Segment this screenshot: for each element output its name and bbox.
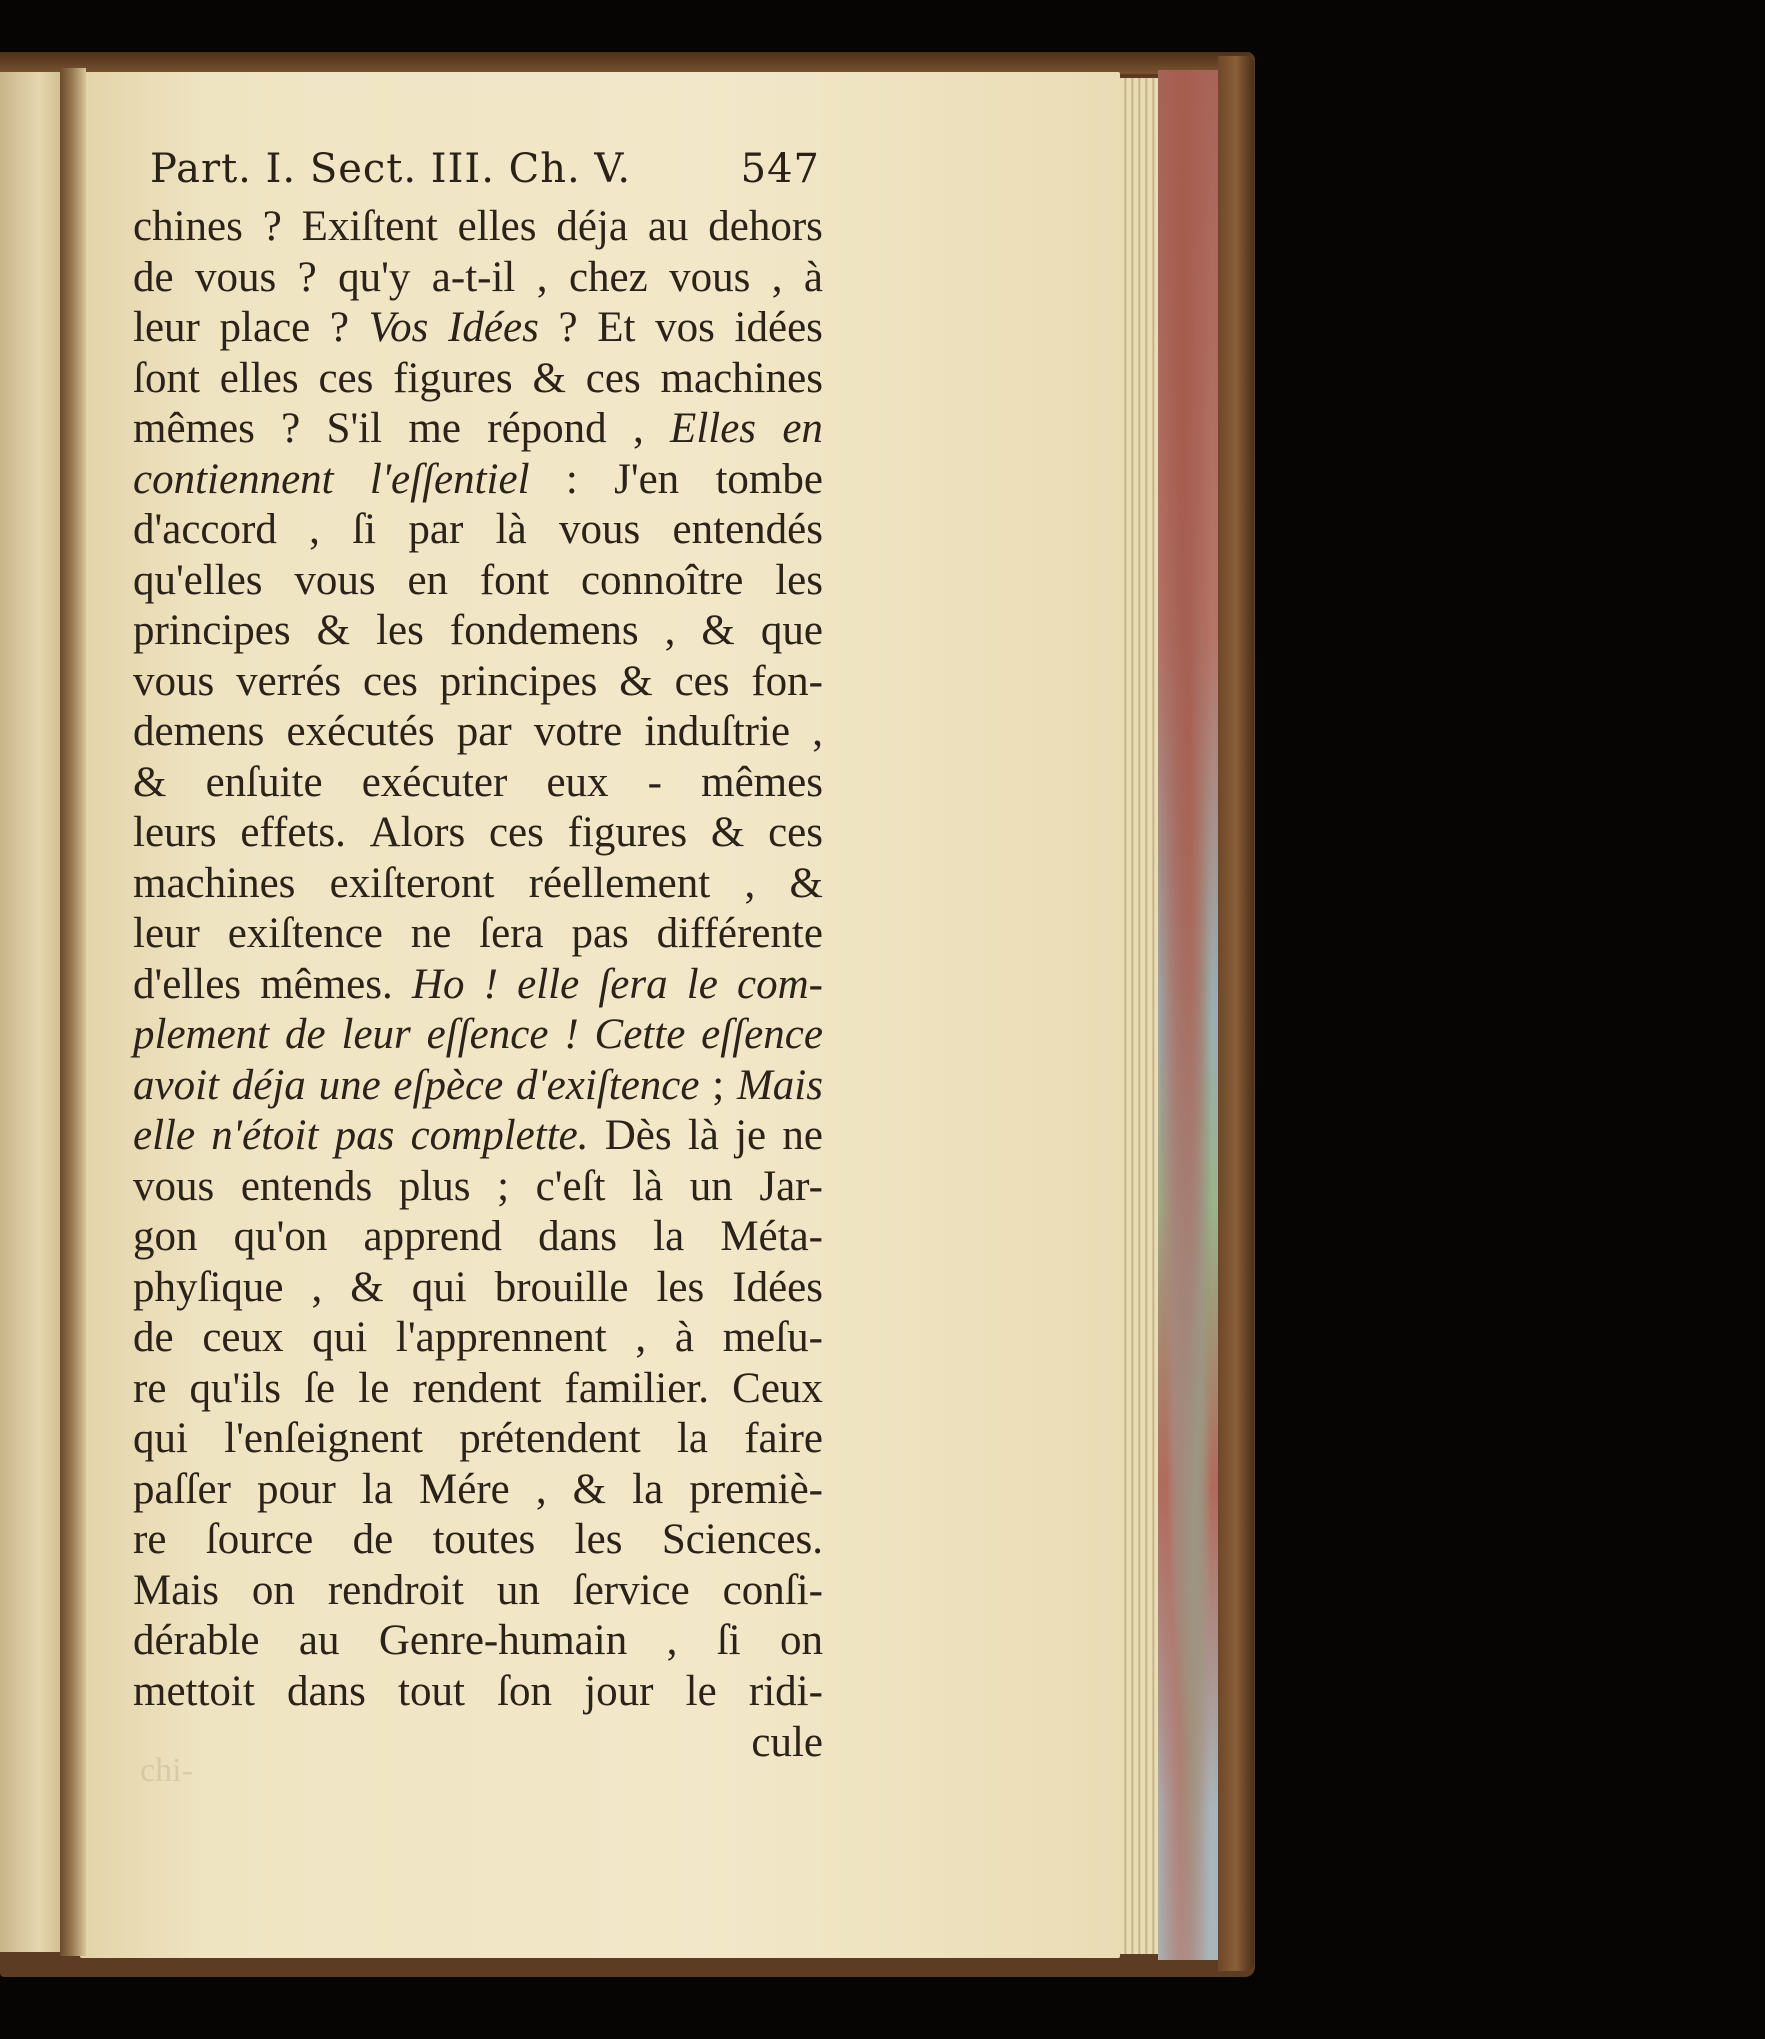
word: ſource [205, 1516, 314, 1563]
word: : [565, 455, 578, 503]
word: les [775, 556, 823, 604]
word: , [744, 859, 756, 907]
word: elle [133, 1112, 196, 1159]
word: ne [782, 1112, 823, 1159]
text-line [133, 354, 823, 405]
word: dans [287, 1667, 366, 1715]
word: rendroit [327, 1566, 464, 1614]
text-line [133, 1667, 823, 1718]
word: com- [737, 960, 823, 1008]
word: complette. [410, 1112, 589, 1159]
word: Jar- [759, 1162, 823, 1210]
word: gon [133, 1213, 198, 1260]
word: qui [411, 1263, 467, 1311]
word: le [686, 960, 718, 1008]
catchword: cule [751, 1719, 823, 1766]
word: qui [312, 1314, 368, 1361]
word: jour [584, 1667, 654, 1715]
word: re [133, 1516, 167, 1563]
word: rendent [412, 1364, 542, 1412]
word: toutes [432, 1516, 536, 1563]
word: c'eſt [535, 1162, 606, 1210]
word: & [350, 1263, 384, 1311]
word: que [760, 607, 823, 654]
word: ces [363, 657, 418, 705]
word: mêmes [701, 758, 823, 806]
word: ſe [304, 1364, 336, 1412]
word: & [789, 859, 823, 907]
word: votre [533, 708, 623, 755]
word: , [812, 708, 823, 755]
word: & [316, 607, 351, 654]
word: d'elles [133, 960, 242, 1008]
word: ne [410, 910, 452, 957]
word: n'étoit [211, 1112, 319, 1159]
word: eſſence [426, 1011, 549, 1058]
word: de [285, 1011, 326, 1058]
word: figures [567, 809, 688, 856]
cover-top-edge [0, 52, 1250, 74]
word: ſon [497, 1667, 553, 1715]
word: eux [546, 758, 609, 806]
word: mêmes. [260, 960, 393, 1008]
word: l'apprennent [395, 1314, 607, 1361]
text-line [133, 808, 823, 859]
word: vous [294, 556, 376, 604]
word: Alors [369, 809, 466, 856]
word: contiennent [133, 455, 334, 503]
word: machines [133, 859, 296, 907]
word: les [574, 1516, 623, 1563]
word: fon- [751, 657, 823, 705]
word: & [133, 758, 167, 806]
text-line [133, 1465, 823, 1516]
word: , [632, 405, 644, 452]
word: différente [656, 910, 823, 957]
word: fondemens [449, 607, 639, 654]
word: leur [341, 1011, 411, 1058]
text-line [133, 404, 823, 455]
word: exiſtence [227, 910, 383, 957]
word: chez [568, 253, 648, 301]
word: l'enſeignent [224, 1415, 423, 1462]
word: au [647, 203, 689, 250]
word: tombe [715, 455, 823, 503]
word: Sciences. [661, 1516, 823, 1563]
word: Mére [419, 1465, 510, 1513]
word: ! [564, 1011, 579, 1058]
word: la [653, 1213, 685, 1260]
word: & [532, 354, 566, 402]
word: déja [231, 1061, 306, 1109]
body-text [133, 202, 823, 1717]
word: déja [556, 203, 628, 250]
word: paſſer [133, 1465, 231, 1513]
word: Mais [736, 1061, 823, 1109]
word: ? [281, 405, 301, 452]
word: premiè- [689, 1465, 823, 1513]
word: dérable [133, 1617, 260, 1664]
word: qu'y [338, 253, 411, 301]
word: , [635, 1314, 647, 1361]
word: ces [768, 809, 823, 856]
word: faire [744, 1415, 823, 1462]
word: entendés [672, 506, 823, 553]
word: , [311, 1263, 323, 1311]
text-line [133, 758, 823, 809]
word: on [780, 1617, 823, 1664]
word: vous [195, 253, 277, 301]
word: la [676, 1415, 708, 1462]
word: vous [133, 1162, 215, 1210]
word: Elles [670, 405, 757, 452]
word: plus [398, 1162, 471, 1210]
word: la [361, 1465, 393, 1513]
word: qui [133, 1415, 188, 1462]
word: eſpèce [393, 1061, 504, 1109]
word: en [782, 405, 823, 452]
word: de [352, 1516, 394, 1563]
word: enſuite [205, 758, 323, 806]
word: leur [133, 304, 200, 351]
text-line [133, 505, 823, 556]
word: demens [133, 708, 265, 755]
text-line [133, 1263, 823, 1314]
word: machines [660, 354, 823, 402]
word: Idées [448, 304, 539, 351]
word: réellement [528, 859, 711, 907]
text-line [133, 859, 823, 910]
word: & [572, 1465, 607, 1513]
word: ? [329, 304, 349, 351]
word: meſu- [722, 1314, 823, 1361]
word: , [666, 1617, 678, 1664]
word: par [408, 506, 464, 553]
word: brouille [494, 1263, 629, 1311]
word: leurs [133, 809, 217, 856]
word: plement [133, 1011, 270, 1058]
word: qu'on [233, 1213, 328, 1260]
word: familier. [564, 1364, 709, 1412]
word: apprend [363, 1213, 503, 1260]
word: ces [488, 809, 544, 856]
word: à [674, 1314, 694, 1361]
word: elles [219, 354, 299, 402]
word: Méta- [720, 1213, 823, 1260]
text-line [133, 1111, 823, 1162]
word: & [619, 657, 653, 705]
word: Idées [732, 1263, 823, 1311]
text-line [133, 1364, 823, 1415]
word: tout [398, 1667, 465, 1715]
word: d'exiſtence [515, 1061, 700, 1109]
marbled-fore-edge [1158, 70, 1220, 1960]
word: induſtrie [644, 708, 791, 755]
word: l'eſſentiel [369, 455, 530, 503]
word: eſſence [701, 1011, 823, 1058]
word: les [376, 607, 424, 654]
text-line [133, 1313, 823, 1364]
show-through-text: chi- [140, 1752, 193, 1789]
word: prétendent [459, 1415, 641, 1462]
word: je [735, 1112, 767, 1159]
word: , [536, 253, 548, 301]
word: leur [133, 910, 200, 957]
word: un [496, 1566, 540, 1614]
text-line [133, 303, 823, 354]
text-line [133, 1515, 823, 1566]
word: Mais [133, 1566, 219, 1614]
word: ? [558, 304, 578, 351]
text-line [133, 455, 823, 506]
word: J'en [614, 455, 680, 503]
word: Dès [604, 1112, 672, 1159]
word: là [632, 1162, 664, 1210]
text-line [133, 606, 823, 657]
word: exiſteront [329, 859, 495, 907]
word: Exiſtent [301, 203, 438, 250]
text-line [133, 253, 823, 304]
word: elle [517, 960, 580, 1008]
word: on [251, 1566, 295, 1614]
word: le [685, 1667, 717, 1715]
word: Ho [411, 960, 465, 1008]
word: là [687, 1112, 719, 1159]
word: ridi- [748, 1667, 823, 1715]
word: ſont [133, 354, 200, 402]
word: ; [497, 1162, 510, 1210]
word: vous [559, 506, 641, 553]
word: Genre-humain [378, 1617, 628, 1664]
running-head [150, 146, 820, 206]
page-number: 547 [740, 146, 820, 192]
word: d'accord [133, 506, 277, 553]
word: ceux [202, 1314, 284, 1361]
word: mettoit [133, 1667, 255, 1715]
word: , [535, 1465, 547, 1513]
word: Cette [594, 1011, 686, 1058]
word: S'il [326, 405, 383, 452]
text-line [133, 1616, 823, 1667]
word: verrés [236, 657, 342, 705]
word: place [219, 304, 311, 351]
word: les [656, 1263, 705, 1311]
word: dehors [708, 203, 823, 250]
text-line [133, 909, 823, 960]
text-line [133, 657, 823, 708]
word: de [133, 1314, 174, 1361]
page-edges [1120, 78, 1160, 1954]
word: a-t-il [431, 253, 516, 301]
word: figures [393, 354, 513, 402]
word: exécutés [286, 708, 435, 755]
word: chines [133, 203, 243, 250]
word: ? [297, 253, 317, 301]
word: entends [240, 1162, 373, 1210]
text-line [133, 1212, 823, 1263]
word: pour [256, 1465, 336, 1513]
word: le [358, 1364, 390, 1412]
word: ; [712, 1061, 725, 1109]
word: ? [262, 203, 282, 250]
word: re [133, 1364, 167, 1412]
word: principes [133, 607, 291, 654]
word: pas [571, 910, 629, 957]
word: mêmes [133, 405, 255, 452]
word: en [407, 556, 449, 604]
word: une [318, 1061, 381, 1109]
word: ces [674, 657, 730, 705]
word: avoit [133, 1061, 219, 1109]
word: là [495, 506, 527, 553]
text-line [133, 1162, 823, 1213]
binding-gutter [60, 68, 86, 1956]
cover-edge [1218, 56, 1254, 1971]
word: connoître [580, 556, 744, 604]
text-line [133, 556, 823, 607]
word: répond [487, 405, 607, 452]
word: phyſique [133, 1263, 284, 1311]
word: qu'ils [189, 1364, 281, 1412]
text-line [133, 202, 823, 253]
text-line [133, 707, 823, 758]
word: au [298, 1617, 340, 1664]
word: dans [538, 1213, 617, 1260]
word: ſera [598, 960, 668, 1008]
word: - [647, 758, 662, 806]
word: vous [133, 657, 215, 705]
text-line [133, 1566, 823, 1617]
word: elles [457, 203, 537, 250]
word: Vos [368, 304, 429, 351]
word: , [664, 607, 676, 654]
word: qu'elles [133, 556, 263, 604]
text-line [133, 1414, 823, 1465]
word: , [309, 506, 320, 553]
word: ſera [479, 910, 544, 957]
word: ſi [716, 1617, 741, 1664]
word: ſervice [572, 1566, 690, 1614]
word: , [771, 253, 783, 301]
word: vous [669, 253, 751, 301]
facing-page-edge [0, 72, 66, 1952]
word: & [710, 809, 745, 856]
text-line [133, 1061, 823, 1112]
word: ces [318, 354, 374, 402]
word: à [803, 253, 823, 301]
word: ces [585, 354, 641, 402]
word: & [701, 607, 735, 654]
word: effets. [240, 809, 346, 856]
word: idées [734, 304, 823, 351]
word: vos [655, 304, 715, 351]
word: Et [597, 304, 636, 351]
word: font [479, 556, 550, 604]
word: conſi- [722, 1566, 823, 1614]
word: par [456, 708, 512, 755]
running-head-title: Part. I. Sect. III. Ch. V. [150, 146, 632, 192]
text-line [133, 1010, 823, 1061]
text-line [133, 960, 823, 1011]
word: Ceux [732, 1364, 823, 1412]
word: me [408, 405, 461, 452]
word: un [689, 1162, 733, 1210]
word: pas [334, 1112, 395, 1159]
word: principes [439, 657, 598, 705]
word: ſi [352, 506, 377, 553]
word: exécuter [361, 758, 508, 806]
word: ! [483, 960, 498, 1008]
word: la [632, 1465, 664, 1513]
word: de [133, 253, 174, 301]
